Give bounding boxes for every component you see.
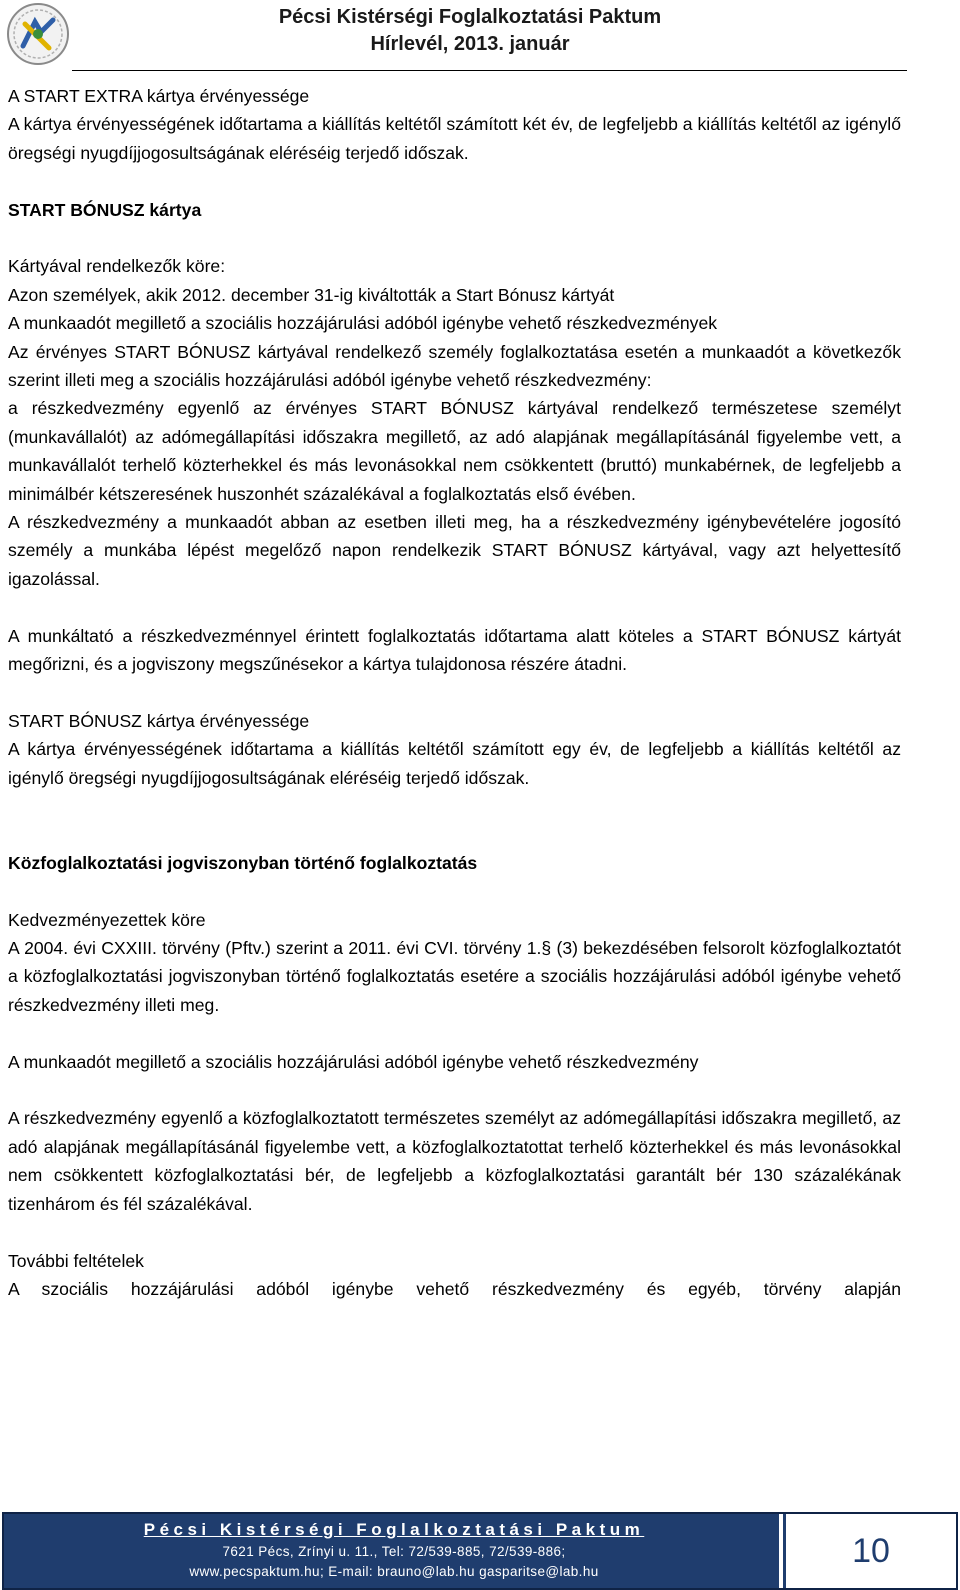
section-subtitle: START BÓNUSZ kártya érvényessége bbox=[8, 710, 310, 731]
paragraph: A 2004. évi CXXIII. törvény (Pftv.) szerint a 2011. évi CVI. törvény 1.§ (3) bekezdésében felsorolt közfoglalkoztatót a közfoglalkoztatási jogviszonyban történő foglalkoztatás esetére a szociális hozzájárulási adóból igénybe vehető részkedvezmény illeti meg. bbox=[8, 938, 901, 1015]
page-number-box bbox=[784, 1514, 956, 1588]
section-subtitle: A START EXTRA kártya érvényessége bbox=[8, 86, 310, 106]
paragraph: a részkedvezmény egyenlő az érvényes START BÓNUSZ kártyával rendelkező természetese személyt (munkavállalót) az adómegállapítási időszakra megillető, az adó alapjának megállapításánál figyelembe vett, a munkavállalót terhelő közterhekkel és más levonásokkal nem csökkentett (bruttó) munkabérnek, de legfeljebb a minimálbér kétszeresének huszonhét százalékával a foglalkoztatás első évében. bbox=[8, 398, 901, 504]
paragraph: Azon személyek, akik 2012. december 31-ig kiváltották a Start Bónusz kártyát bbox=[8, 284, 615, 305]
footer-web-email: www.pecspaktum.hu; E-mail: brauno@lab.hu gasparitse@lab.hu bbox=[189, 1564, 599, 1579]
header-title bbox=[270, 4, 670, 58]
page-header bbox=[0, 0, 960, 72]
paragraph: A kártya érvényességének időtartama a kiállítás keltétől számított két év, de legfeljebb a kiállítás keltétől az igénylő öregségi nyugdíjjogosultságának eléréséig terjedő időszak. bbox=[8, 114, 901, 163]
page-number: 10 bbox=[852, 1532, 890, 1570]
paragraph: A részkedvezmény a munkaadót abban az esetben illeti meg, ha a részkedvezmény igénybevételére jogosító személy a munkába lépést megelőző napon rendelkezik START BÓNUSZ kártyával, vagy azt helyettesítő igazolással. bbox=[8, 512, 901, 589]
footer-address: 7621 Pécs, Zrínyi u. 11., Tel: 72/539-885, 72/539-886; bbox=[222, 1544, 566, 1559]
section-subtitle: Kedvezményezettek köre bbox=[8, 909, 206, 930]
footer-org-name: Pécsi Kistérségi Foglalkoztatási Paktum bbox=[143, 1520, 645, 1539]
footer-divider bbox=[779, 1514, 783, 1588]
paragraph: A részkedvezmény egyenlő a közfoglalkoztatott természetes személyt az adómegállapítási időszakra megillető, az adó alapjának megállapításánál figyelembe vett, a közfoglalkoztatottat terhelő közterhekkel és más levonásokkal nem csökkentett közfoglalkoztatási bér, de legfeljebb a közfoglalkoztatási garantált bér 130 százalékának tizenhárom és fél százalékával. bbox=[8, 1108, 901, 1214]
paragraph: A kártya érvényességének időtartama a kiállítás keltétől számított egy év, de legfeljebb a kiállítás keltétől az igénylő öregségi nyugdíjjogosultságának eléréséig terjedő időszak. bbox=[8, 739, 901, 788]
section-heading: START BÓNUSZ kártya bbox=[8, 199, 202, 220]
section-heading: Közfoglalkoztatási jogviszonyban történő foglalkoztatás bbox=[8, 852, 478, 873]
header-divider bbox=[72, 70, 907, 71]
header-title-line1: Pécsi Kistérségi Foglalkoztatási Paktum bbox=[278, 6, 662, 28]
paragraph: A munkaadót megillető a szociális hozzájárulási adóból igénybe vehető részkedvezmény bbox=[8, 1051, 699, 1072]
section-subtitle: Kártyával rendelkezők köre: bbox=[8, 256, 226, 277]
pact-logo-icon bbox=[5, 2, 71, 66]
page-footer bbox=[2, 1512, 958, 1590]
header-title-line2: Hírlevél, 2013. január bbox=[370, 33, 570, 55]
paragraph: A munkaadót megillető a szociális hozzájárulási adóból igénybe vehető részkedvezmények bbox=[8, 313, 718, 334]
document-body bbox=[8, 82, 901, 1303]
paragraph: A szociális hozzájárulási adóból igénybe vehető részkedvezmény és egyéb, törvény alapján bbox=[8, 1278, 901, 1299]
section-subtitle: További feltételek bbox=[8, 1250, 144, 1271]
footer-contact bbox=[14, 1518, 774, 1588]
paragraph: Az érvényes START BÓNUSZ kártyával rendelkező személy foglalkoztatása esetén a munkaadót a következők szerint illeti meg a szociális hozzájárulási adóból igénybe vehető részkedvezmény: bbox=[8, 341, 901, 391]
paragraph: A munkáltató a részkedvezménnyel érintett foglalkoztatás időtartama alatt köteles a START BÓNUSZ kártyát megőrizni, és a jogviszony megszűnésekor a kártya tulajdonosa részére átadni. bbox=[8, 625, 901, 675]
